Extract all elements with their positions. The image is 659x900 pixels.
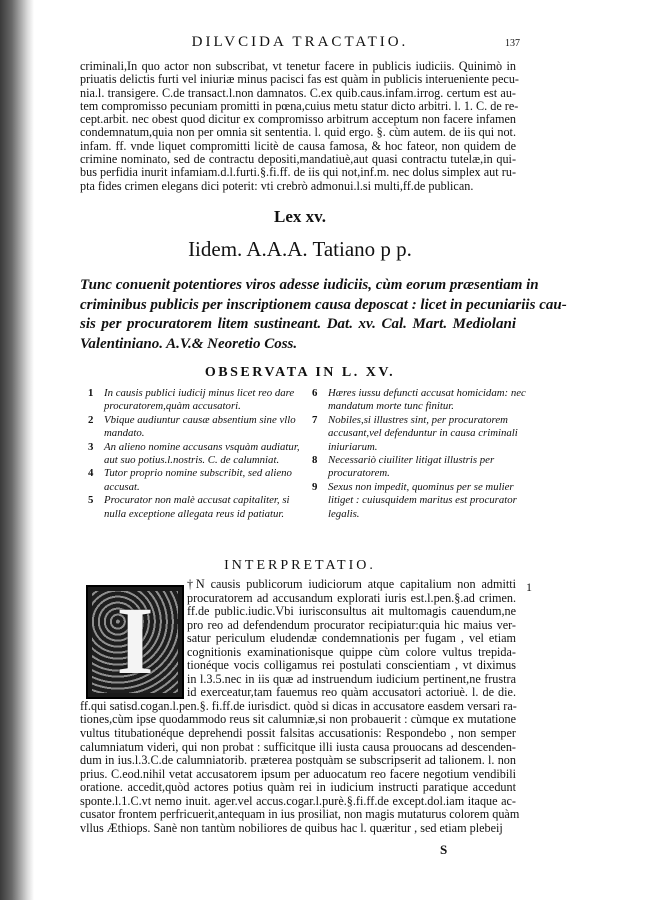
observata-right-column [312, 387, 526, 521]
item-number: 1 [88, 387, 94, 399]
item-text: Tutor proprio nomine subscribit, sed alieno accusat. [104, 467, 292, 493]
item-text: Hæres iussu defuncti accusat homicidam: nec mandatum morte tunc finitur. [328, 387, 526, 413]
interpretatio-title: INTERPRETATIO. [224, 558, 376, 573]
text-line: ff.qui satisd.cogan.l.pen.§. fi.ff.de iurisdict. quòd si dicas in accusatore easdem versari ra- [80, 698, 517, 713]
text-line: pta fides crimen elegans dici poterit: vti crebrò admonui.l.si multi,ff.de publican. [80, 178, 474, 193]
text-line: vultus titubationéque deprehendi possit falsitas accusationis: Respondebo , non semper [80, 726, 516, 741]
text-line: cusator frontem perfricuerit,antequam in ius prosiliat, non magis mutaturus colorem quàm [80, 807, 520, 822]
item-text: Vbique audiuntur causæ absentium sine vllo mandato. [104, 413, 296, 440]
item-text: Procurator non malè accusat capitaliter, si nulla exceptione allegata reus id patiatur. [104, 494, 290, 520]
text-line: in l.3.5.nec in iis quæ ad instruendum iudicium pertinent,ne frustra [187, 671, 516, 686]
item-number: 4 [88, 467, 94, 480]
item-number: 7 [312, 413, 318, 426]
text-line: Tunc conuenit potentiores viros adesse iudiciis, cùm eorum præsentiam in [80, 277, 539, 293]
address-heading: Iidem. A.A.A. Tatiano p p. [188, 237, 412, 261]
observation-item [88, 494, 306, 521]
text-line: pro reo ad defendendum procurator recipiatur:quia hic maius ver- [187, 617, 516, 632]
item-number: 6 [312, 387, 318, 399]
item-number: 3 [88, 440, 94, 453]
observation-item [88, 414, 306, 441]
text-line: cognitionis examinationisque quippe cùm colore vultus trepida- [187, 644, 516, 659]
item-text: Sexus non impedit, quominus per se mulier litiget : cuiusquidem maritus est procurator legalis. [328, 480, 517, 520]
observation-item [312, 387, 526, 414]
observation-item [312, 414, 526, 454]
observation-item [88, 467, 306, 494]
signature-mark: S [440, 842, 448, 857]
text-line: priuatis delictis furti vel iniuriæ minus pacisci fas est quàm in publicis interueniente pecu- [80, 72, 519, 87]
text-line: sponte.l.1.C.vt nemo inuit. ager.vel accus.cogar.l.purè.§.fi.ff.de except.dol.iam itaque ac- [80, 793, 516, 808]
text-line: satur periculum eludendæ condemnationis per fugam , vel etiam [187, 631, 516, 646]
text-line: nia.l. transigere. C.de transact.l.non damnatos. C.ex quib.caus.infam.irrog. certum est au- [80, 85, 516, 100]
text-line: Valentiniano. A.V.& Neoretio Coss. [80, 335, 298, 352]
text-line: cept.arbit. nec obest quod dicitur ex compromisso arbitrum acceptum non facere infamen [80, 112, 516, 127]
text-line: procuratorem ad accusandum explorati iuris est.l.pen.§.ad crimen. [187, 590, 516, 605]
item-number: 2 [88, 413, 94, 426]
text-line: vllus Æthiops. Sanè non tantùm nobiliores de quibus hac l. quæritur , sed etiam plebeij [80, 820, 503, 835]
observation-item [312, 454, 526, 481]
text-line: criminibus publicis per inscriptionem causa deposcat : licet in pecuniariis cau- [80, 296, 567, 313]
interpretatio-body [80, 577, 520, 835]
text-line: criminali,In quo actor non subscribat, vt tenetur facere in publicis iudiciis. Quinimò in [80, 59, 516, 73]
item-text: Nobiles,si illustres sint, per procuratorem accusant,vel defenduntur in causa criminali iniuriarum. [328, 413, 518, 453]
text-line: calumniatum videri, qui non probat : sufficitque illi iusta causa prouocans ad descenden- [80, 739, 516, 754]
item-number: 9 [312, 480, 318, 493]
text-line: infam. ff. vnde liquet compromitti licitè de causa famosa, & hoc fateor, non quidem de [80, 138, 516, 153]
running-title: DILVCIDA TRACTATIO. [191, 34, 409, 50]
observation-item [88, 441, 306, 468]
text-line: ff.de public.iudic.Vbi iurisconsultus ait multomagis cauendum,ne [187, 604, 516, 619]
margin-note-number: 1 [526, 580, 532, 594]
text-line: tem compromisso pecuniam promitti in pœna,cuius metu statur dicto arbitri. l. 1. C. de re- [80, 98, 519, 113]
text-line: tiones,cùm ipse quodammodo reus sit calumniæ,si non probauerit : cùmque ex mutatione [80, 712, 516, 727]
item-text: Necessariò ciuiliter litigat illustris per procuratorem. [328, 454, 495, 480]
text-line: bus perfidia inurit infamiam.d.l.furti.§.fi.ff. de iis qui not,inf.m. nec dolus simplex aut ru- [80, 165, 516, 180]
law-text [80, 276, 567, 354]
text-line: crimine nominato, sed de contractu depositi,mandatiuè,aut quasi contractu tutelæ,in qui- [80, 152, 516, 167]
scan-edge-shadow [0, 0, 34, 900]
item-number: 5 [88, 494, 94, 507]
text-line: id exerceatur,tam fauemus reo quàm accusatori actoriuè. l. de die. [187, 685, 516, 700]
text-line: tionéque vocis colligamus rei postulati conscientiam , vt diximus [187, 658, 516, 673]
text-line: dum in ius.l.3.C.de calumniatorib. præterea postquàm se subscripserit ad talionem. l. non [80, 753, 516, 768]
item-text: In causis publici iudicij minus licet reo dare procuratorem,quàm accusatori. [104, 387, 295, 413]
text-line: oratione. accedit,quòd actores potius quàm rei in iudicium instructi paratique accedunt [80, 780, 516, 795]
observation-item [312, 481, 526, 521]
text-line: sis per procuratorem litem sustineant. Dat. xv. Cal. Mart. Mediolani [80, 316, 516, 332]
page-number: 137 [505, 38, 520, 49]
intro-paragraph [80, 59, 519, 193]
text-line: prius. C.eod.nihil vetat accusatorem ipsum per aduocatum reo facere negotium vendibili [80, 766, 516, 781]
observata-left-column [88, 387, 306, 521]
text-line: condemnatum,quia non per omnia sit sententia. l. quid ergo. §. cùm autem. de iis qui not. [80, 125, 516, 140]
observation-item [88, 387, 306, 414]
item-text: An alieno nomine accusans vsquàm audiatur, aut suo potius.l.nostris. C. de calumniat. [104, 440, 300, 467]
item-number: 8 [312, 454, 318, 467]
text-line: †N causis publicorum iudiciorum atque capitalium non admitti [187, 577, 516, 591]
drop-cap-letter: I [116, 587, 154, 694]
lex-heading: Lex xv. [274, 207, 326, 226]
observata-title: OBSERVATA IN L. XV. [204, 365, 396, 380]
